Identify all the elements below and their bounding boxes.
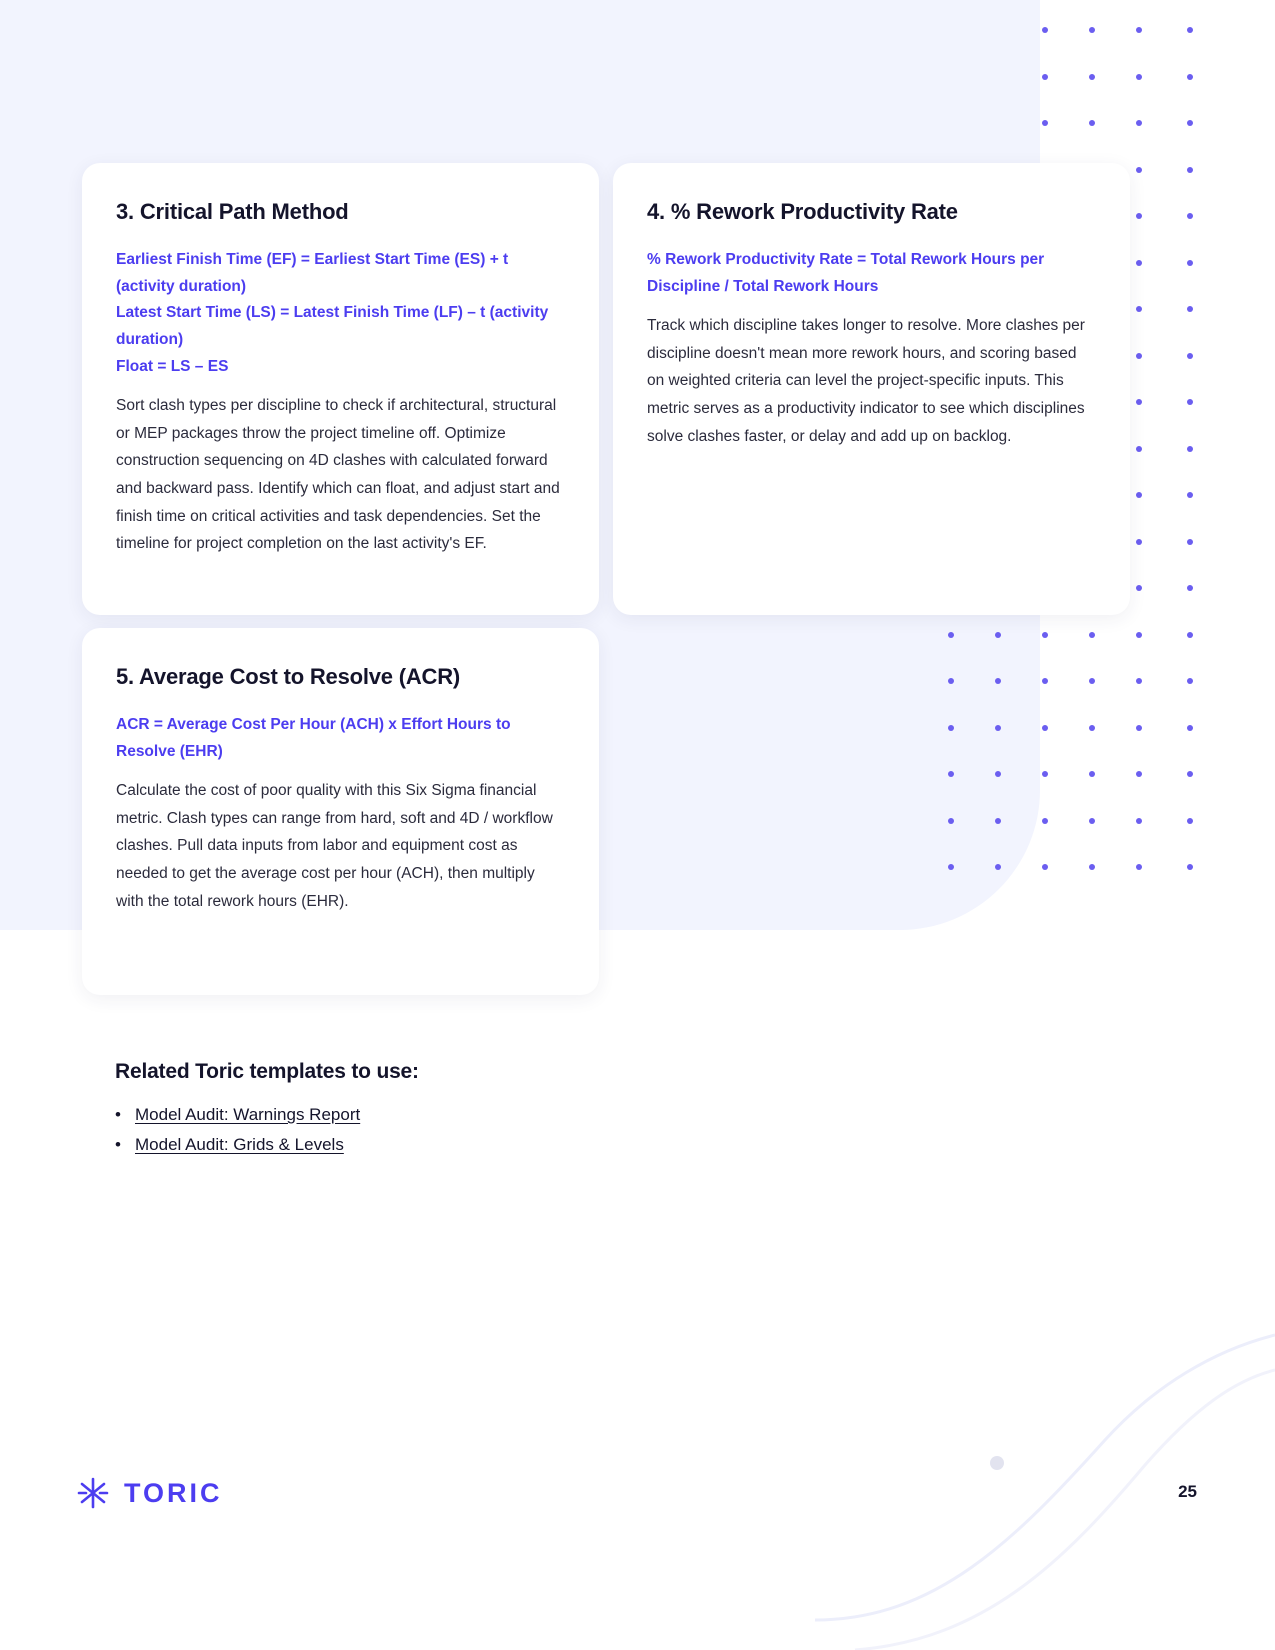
dot (1089, 771, 1095, 777)
dot (1136, 771, 1142, 777)
formula-line: % Rework Productivity Rate = Total Rework Hours per Discipline / Total Rework Hours (647, 251, 1045, 295)
page-number: 25 (1178, 1482, 1197, 1501)
dot (1187, 213, 1193, 219)
formula-line: Float = LS – ES (116, 357, 229, 375)
dot (1136, 864, 1142, 870)
related-template-link-grids-levels[interactable]: Model Audit: Grids & Levels (135, 1134, 344, 1154)
dot (995, 725, 1001, 731)
dot (1136, 260, 1142, 266)
dot (1042, 632, 1048, 638)
dot (1187, 27, 1193, 33)
dot (1187, 632, 1193, 638)
formula-line: ACR = Average Cost Per Hour (ACH) x Effort Hours to Resolve (EHR) (116, 716, 511, 760)
card-body: Track which discipline takes longer to resolve. More clashes per discipline doesn't mean more rework hours, and scoring based on weighted criteria can level the project-specific inputs. This metric serves as a productivity indicator to see which disciplines solve clashes faster, or delay and add up on backlog. (647, 317, 1085, 445)
dot (1187, 446, 1193, 452)
dot (948, 818, 954, 824)
dot (1089, 818, 1095, 824)
dot (1089, 74, 1095, 80)
metric-card-critical-path-method (82, 163, 599, 615)
dot (1136, 632, 1142, 638)
dot (995, 678, 1001, 684)
dot (1042, 27, 1048, 33)
dot (1136, 120, 1142, 126)
dot (1089, 864, 1095, 870)
dot (1187, 74, 1193, 80)
dot (1042, 74, 1048, 80)
decorative-swoosh (815, 1290, 1275, 1650)
dot (1187, 492, 1193, 498)
dot (1187, 353, 1193, 359)
dot (948, 632, 954, 638)
card-formula (116, 712, 565, 765)
dot (948, 864, 954, 870)
dot (1136, 585, 1142, 591)
card-body: Sort clash types per discipline to check if architectural, structural or MEP packages throw the project timeline off. Optimize construction sequencing on 4D clashes with calculated forward and backward pass. Identify which can float, and adjust start and finish time on critical activities and task dependencies. Set the timeline for project completion on the last activity's EF. (116, 397, 560, 553)
dot (1089, 27, 1095, 33)
related-templates-section (115, 1060, 815, 1160)
card-title: 4. % Rework Productivity Rate (647, 199, 958, 224)
card-title: 5. Average Cost to Resolve (ACR) (116, 664, 461, 689)
dot (1136, 446, 1142, 452)
dot (1136, 818, 1142, 824)
dot (1136, 539, 1142, 545)
related-templates-list (115, 1100, 815, 1160)
dot (1042, 771, 1048, 777)
dot (1042, 678, 1048, 684)
related-templates-heading: Related Toric templates to use: (115, 1060, 419, 1083)
dot (1187, 167, 1193, 173)
dot (995, 818, 1001, 824)
dot (1136, 492, 1142, 498)
dot (1042, 818, 1048, 824)
dot (948, 771, 954, 777)
dot (1136, 353, 1142, 359)
toric-mark-icon (76, 1476, 110, 1510)
dot (1089, 725, 1095, 731)
dot (1136, 167, 1142, 173)
dot (1136, 74, 1142, 80)
dot (948, 678, 954, 684)
dot (1136, 213, 1142, 219)
dot (1136, 27, 1142, 33)
card-title: 3. Critical Path Method (116, 199, 349, 224)
dot (1042, 864, 1048, 870)
formula-line: Latest Start Time (LS) = Latest Finish Time (LF) – t (activity duration) (116, 304, 549, 348)
dot (1042, 120, 1048, 126)
dot (1089, 632, 1095, 638)
dot (1136, 399, 1142, 405)
card-formula (116, 247, 565, 380)
dot (1187, 260, 1193, 266)
list-item (115, 1130, 815, 1160)
dot (1187, 864, 1193, 870)
list-item (115, 1100, 815, 1130)
footer-logo (76, 1476, 223, 1510)
dot (995, 864, 1001, 870)
metric-card-average-cost-to-resolve (82, 628, 599, 995)
dot (1187, 585, 1193, 591)
dot (1187, 539, 1193, 545)
related-template-link-warnings-report[interactable]: Model Audit: Warnings Report (135, 1105, 361, 1124)
card-formula (647, 247, 1096, 300)
card-body: Calculate the cost of poor quality with this Six Sigma financial metric. Clash types can range from hard, soft and 4D / workflow clashes. Pull data inputs from labor and equipment cost as needed to get the average cost per hour (ACH), then multiply with the total rework hours (EHR). (116, 782, 553, 910)
dot (1187, 306, 1193, 312)
metric-card-rework-productivity-rate (613, 163, 1130, 615)
dot (1136, 725, 1142, 731)
dot (1187, 818, 1193, 824)
dot (995, 632, 1001, 638)
dot (1187, 725, 1193, 731)
dot (1187, 678, 1193, 684)
dot (1136, 306, 1142, 312)
toric-wordmark: TORIC (124, 1477, 223, 1508)
dot (1089, 678, 1095, 684)
bullet-icon: • (115, 1134, 121, 1154)
dot (1187, 771, 1193, 777)
formula-line: Earliest Finish Time (EF) = Earliest Start Time (ES) + t (activity duration) (116, 251, 509, 295)
dot (948, 725, 954, 731)
dot (1089, 120, 1095, 126)
dot (1136, 678, 1142, 684)
bullet-icon: • (115, 1105, 121, 1124)
dot (995, 771, 1001, 777)
dot (1042, 725, 1048, 731)
dot (1187, 399, 1193, 405)
dot (1187, 120, 1193, 126)
